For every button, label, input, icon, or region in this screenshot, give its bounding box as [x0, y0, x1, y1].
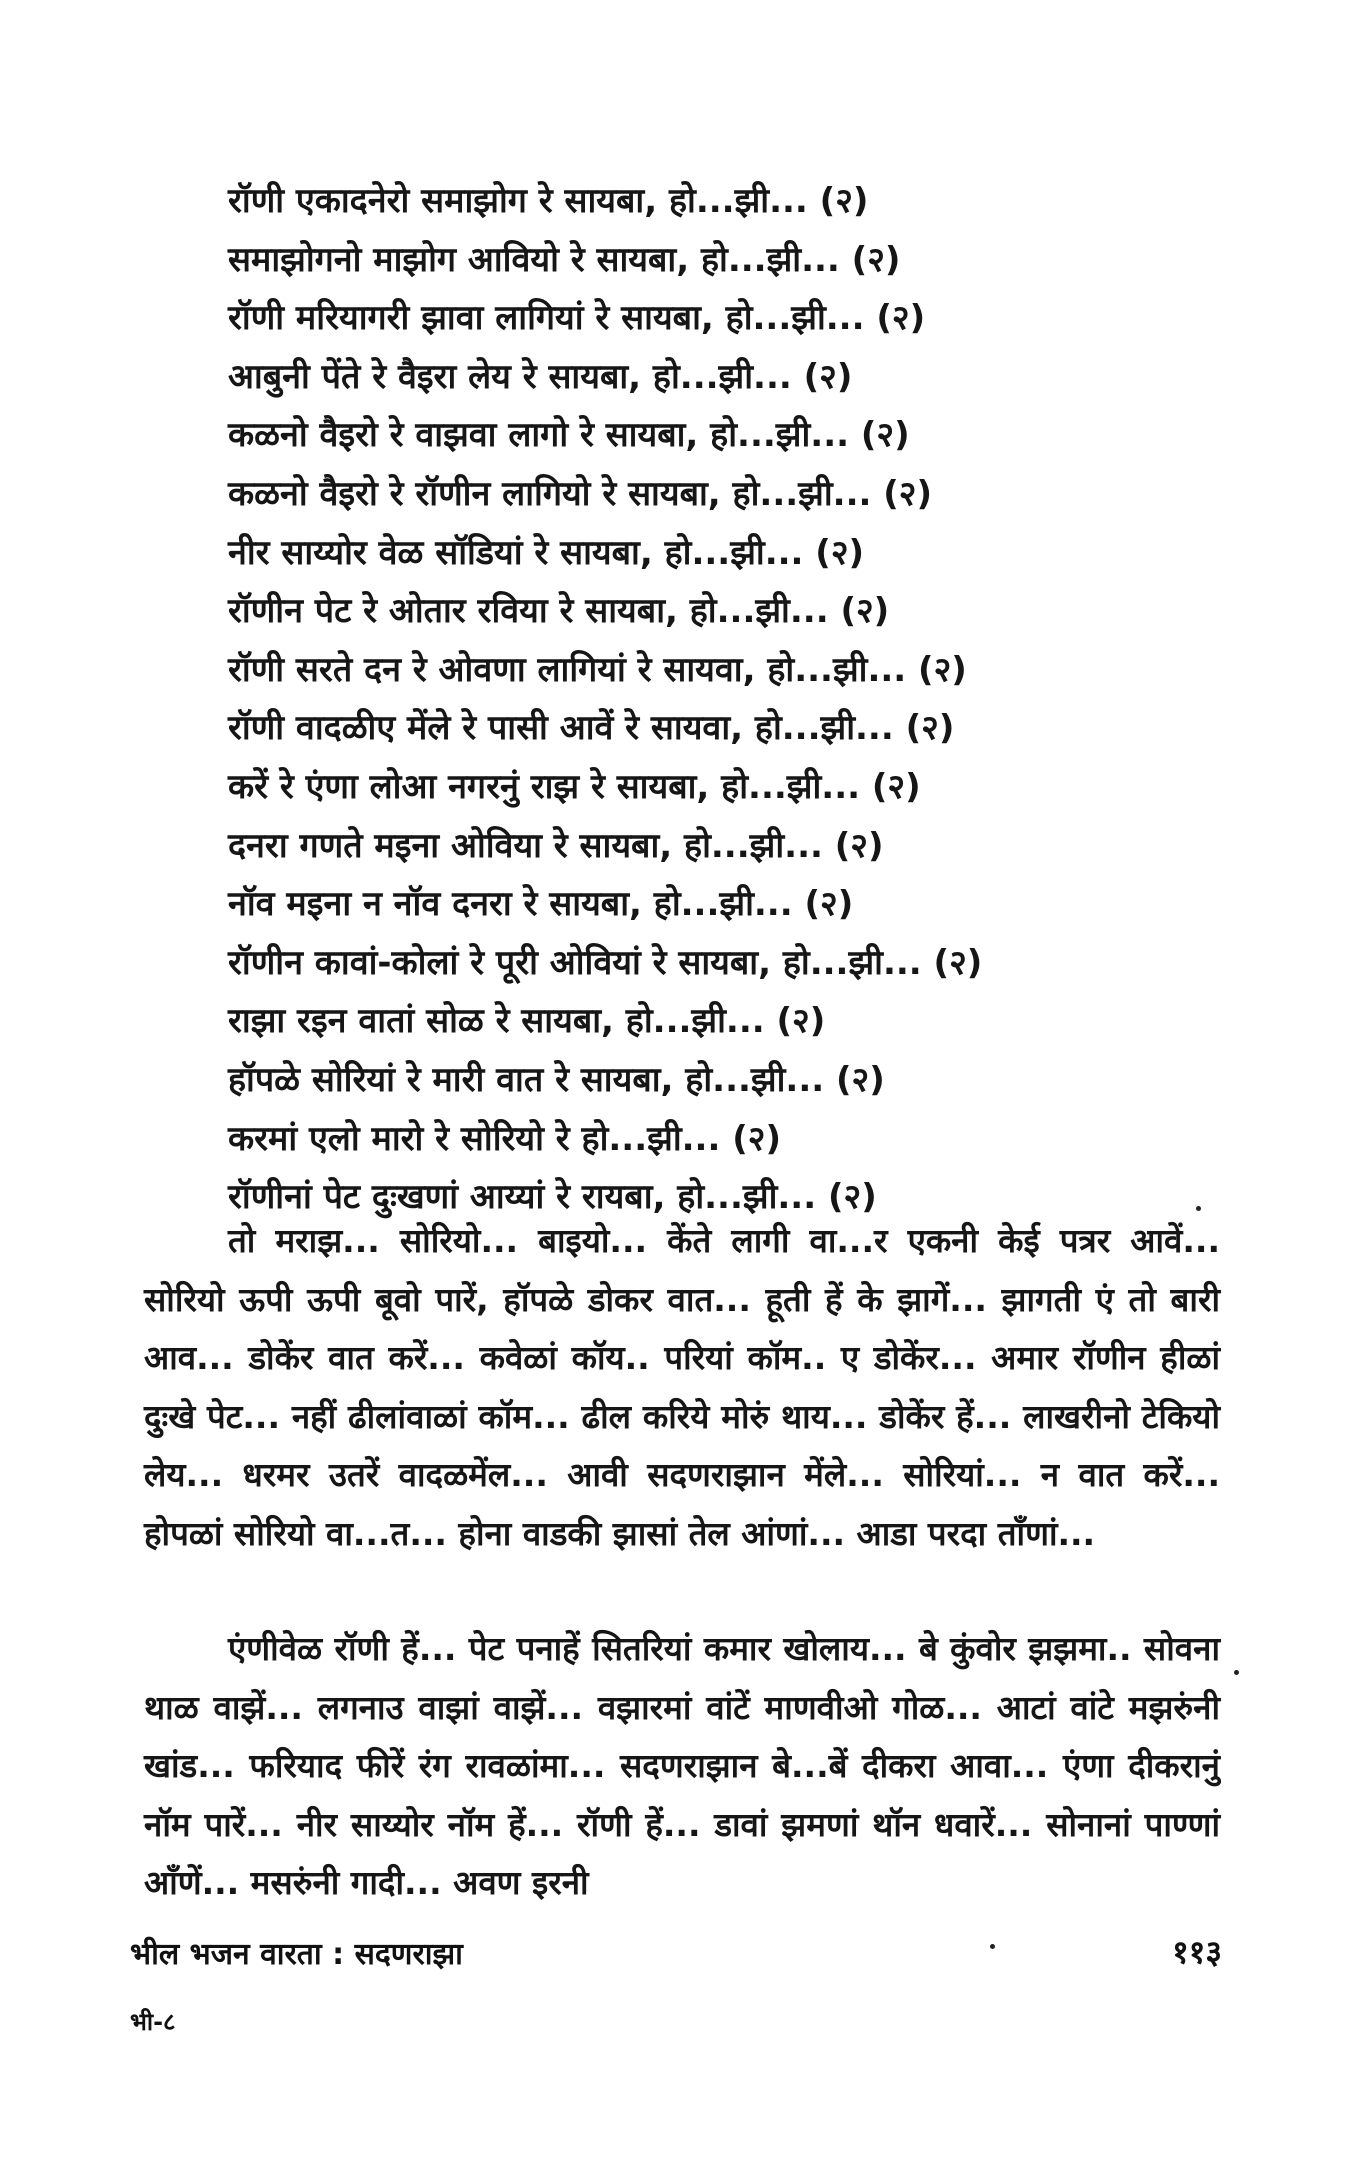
verse-line: कळनो वैइरो रे रॉणीन लागियो रे सायबा, हो...झी... (२) [228, 473, 933, 514]
verse-line: नॉव मइना न नॉव दनरा रे सायबा, हो...झी... (२) [228, 884, 854, 925]
running-footer-title: भील भजन वारता : सदणराझा [130, 1937, 463, 1972]
verse-line: रॉणीन कावां-कोलां रे पूरी ओवियां रे सायबा, हो...झी... (२) [228, 942, 983, 983]
verse-line: करें रे एंणा लोआ नगरनुं राझ रे सायबा, हो...झी... (२) [228, 766, 921, 807]
print-speck [1196, 1206, 1201, 1211]
verse-line: रॉणीनां पेट दुःखणां आय्यां रे रायबा, हो...झी... (२) [228, 1177, 877, 1218]
verse-line: हॉपळे सोरियां रे मारी वात रे सायबा, हो...झी... (२) [228, 1059, 885, 1100]
verse-line: रॉणी मरियागरी झावा लागियां रे सायबा, हो...झी... (२) [228, 298, 926, 339]
verse-line: नीर साय्योर वेळ सॉडियां रे सायबा, हो...झी... (२) [228, 532, 865, 573]
verse-line: रॉणी सरते दन रे ओवणा लागियां रे सायवा, हो...झी... (२) [228, 649, 967, 690]
verse-line: रॉणी एकादनेरो समाझोग रे सायबा, हो...झी... (२) [228, 181, 869, 221]
print-speck [990, 1944, 995, 1949]
verse-line: आबुनी पेंते रे वैइरा लेय रे सायबा, हो...झी... (२) [228, 356, 853, 397]
verse-line: रॉणीन पेट रे ओतार रविया रे सायबा, हो...झी... (२) [228, 591, 890, 632]
prose-paragraph: एंणीवेळ रॉणी हें... पेट पनाहें सितरियां कमार खोलाय... बे कुंवोर झझमा.. सोवना थाळ वाझें... लगनाउ वाझां वाझें... वझारमां वांटें माणवीओ गोळ... आटां वांटे मझरुंनी खांड... फरियाद फीरें रंग रावळांमा... सदणराझान बे...बें दीकरा आवा... एंणा दीकरानुं नॉम पारें... नीर साय्योर नॉम हें... रॉणी हें... डावां झमणां थॉन धवारें... सोनानां पाण्णां आँणें... मसरुंनी गादी... अवण इरनी [144, 1629, 1220, 1902]
verse-line: समाझोगनो माझोग आवियो रे सायबा, हो...झी... (२) [228, 239, 901, 280]
page-number: ११३ [1172, 1933, 1222, 1971]
prose-paragraph: तो मराझ... सोरियो... बाइयो... केंते लागी वा...र एकनी केई पत्रर आवें... सोरियो ऊपी ऊपी बूवो पारें, हॉपळे डोकर वात... हूती हें के झागें... झागती एं तो बारी आव... डोकेंर वात करें... कवेळां कॉय.. परियां कॉम.. ए डोकेंर... अमार रॉणीन हीळां दुःखे पेट... नहीं ढीलांवाळां कॉम... ढील करिये मोरुं थाय... डोकेंर हें... लाखरीनो टेकियो लेय... धरमर उतरें वादळमेंल... आवी सदणराझान मेंले... सोरियां... न वात करें... होपळां सोरियो वा...त... होना वाडकी झासां तेल आंणां... आडा परदा ताँणां... [144, 1221, 1220, 1553]
song-verse [228, 172, 1228, 1227]
verse-line: कळनो वैइरो रे वाझवा लागो रे सायबा, हो...झी... (२) [228, 415, 910, 456]
verse-line: राझा रइन वातां सोळ रे सायबा, हो...झी... (२) [228, 1001, 826, 1042]
verse-line: दनरा गणते मइना ओविया रे सायबा, हो...झी... (२) [228, 825, 884, 866]
signature-mark: भी-८ [130, 2008, 176, 2036]
verse-line: रॉणी वादळीए मेंले रे पासी आवें रे सायवा, हो...झी... (२) [228, 708, 955, 749]
print-speck [1234, 1670, 1239, 1675]
verse-line: करमां एलो मारो रे सोरियो रे हो...झी... (२) [228, 1118, 781, 1159]
